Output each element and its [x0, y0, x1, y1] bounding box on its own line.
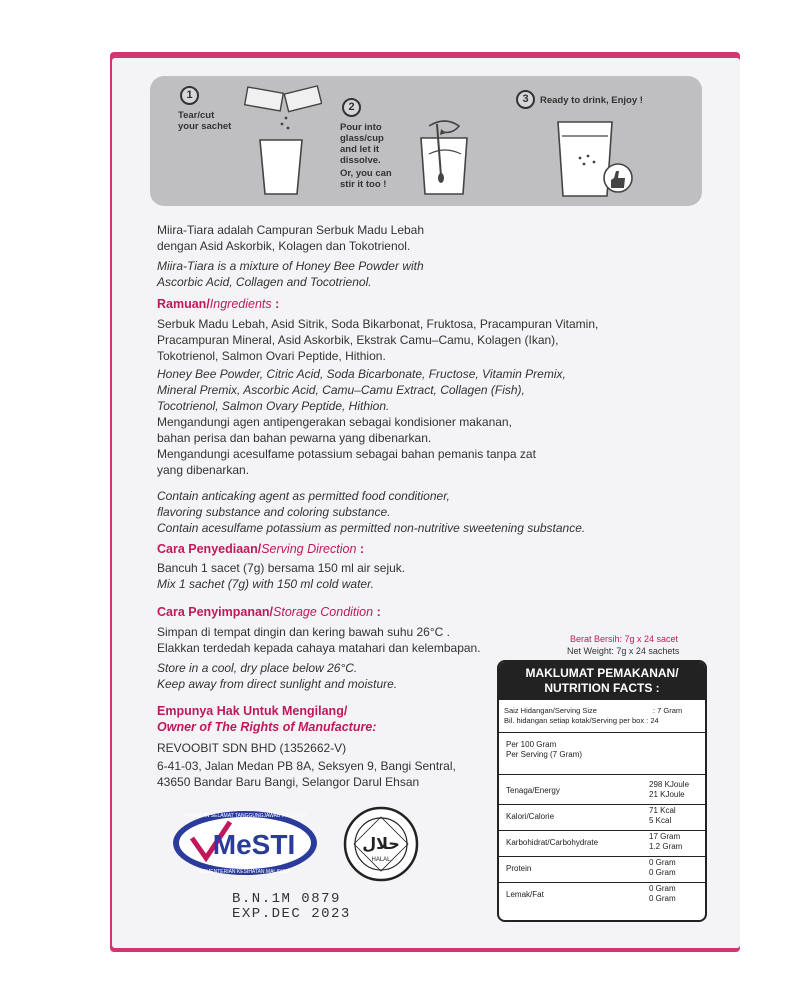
intro-malay: Miira-Tiara adalah Campuran Serbuk Madu Lebah dengan Asid Askorbik, Kolagen dan Tokotrienol.	[157, 223, 425, 253]
step-1-number: 1	[180, 86, 199, 105]
additive-notes-english: Contain anticaking agent as permitted food conditioner, flavoring substance and coloring substance. Contain acesulfame potassium as permitted non-nutritive sweetening substance.	[157, 489, 586, 535]
manufacturer-heading-english: Owner of The Rights of Manufacture:	[157, 720, 377, 734]
mesti-bottom-text: KEMENTERIAN KESIHATAN MALAYSIA	[199, 869, 291, 875]
mesti-logo	[170, 808, 320, 878]
batch-expiry-stamp: B.N.1M 0879 EXP.DEC 2023	[232, 891, 351, 922]
nutrient-name: Kalori/Calorie	[506, 812, 555, 821]
step-3-number: 3	[516, 90, 535, 109]
nutrition-title: MAKLUMAT PEMAKANAN/ NUTRITION FACTS :	[499, 662, 705, 700]
nutrient-name: Karbohidrat/Carbohydrate	[506, 838, 599, 847]
manufacturer-heading-malay: Empunya Hak Untuk Mengilang/	[157, 704, 348, 718]
preparation-steps-panel	[150, 76, 702, 206]
nutrient-value: 17 Gram 1.2 Gram	[649, 832, 683, 851]
glass-icon	[256, 136, 306, 198]
ready-glass-icon	[554, 120, 634, 200]
nutrient-value: 71 Kcal 5 Kcal	[649, 806, 676, 825]
nutrient-value: 0 Gram 0 Gram	[649, 858, 676, 877]
serving-info: Saiz Hidangan/Serving Size : 7 Gram Bil. hidangan setiap kotak/Serving per box : 24	[504, 706, 683, 725]
step-2-number: 2	[342, 98, 361, 117]
nutrient-name: Lemak/Fat	[506, 890, 544, 899]
manufacturer-name: REVOOBIT SDN BHD (1352662-V)	[157, 741, 347, 755]
nutrition-divider	[499, 882, 705, 883]
ingredients-english: Honey Bee Powder, Citric Acid, Soda Bicarbonate, Fructose, Vitamin Premix, Mineral Premix, Ascorbic Acid, Camu–Camu Extract, Collagen (Fish), Tocotrienol, Salmon Ovary Peptide, Hithion.	[157, 367, 566, 413]
mesti-top-text: MAKANAN SELAMAT TANGGUNGJAWAB INDUSTRI	[184, 813, 306, 819]
nutrient-name: Tenaga/Energy	[506, 786, 560, 795]
serving-english: Mix 1 sachet (7g) with 150 ml cold water.	[157, 577, 374, 591]
nutrition-divider	[499, 804, 705, 805]
halal-arabic: حلال	[362, 834, 400, 853]
manufacturer-address: 6-41-03, Jalan Medan PB 8A, Seksyen 9, Bangi Sentral, 43650 Bandar Baru Bangi, Selangor Darul Ehsan	[157, 759, 456, 789]
additive-notes-malay: Mengandungi agen antipengerakan sebagai kondisioner makanan, bahan perisa dan bahan pewarna yang dibenarkan. Mengandungi acesulfame potassium sebagai bahan pemanis tanpa zat yang dibenarkan.	[157, 415, 536, 477]
nutrition-divider	[499, 856, 705, 857]
nutrient-value: 0 Gram 0 Gram	[649, 884, 676, 903]
serving-malay: Bancuh 1 sacet (7g) bersama 150 ml air sejuk.	[157, 561, 406, 575]
intro-english: Miira-Tiara is a mixture of Honey Bee Powder with Ascorbic Acid, Collagen and Tocotrienol.	[157, 259, 424, 289]
stir-glass-icon	[415, 116, 475, 198]
storage-malay: Simpan di tempat dingin dan kering bawah suhu 26°C . Elakkan terdedah kepada cahaya matahari dan kelembapan.	[157, 625, 481, 655]
ingredients-heading: Ramuan/Ingredients :	[157, 297, 280, 311]
serving-heading: Cara Penyediaan/Serving Direction :	[157, 542, 365, 556]
nutrient-value: 298 KJoule 21 KJoule	[649, 780, 690, 799]
halal-logo	[342, 805, 420, 883]
step-2-text: Pour into glass/cup and let it dissolve.	[340, 122, 384, 166]
net-weight-malay: Berat Bersih: 7g x 24 sacet	[570, 634, 679, 644]
nutrition-facts-table	[497, 660, 707, 922]
sachet-tear-icon	[242, 84, 322, 134]
ingredients-malay: Serbuk Madu Lebah, Asid Sitrik, Soda Bikarbonat, Fruktosa, Pracampuran Vitamin, Pracampuran Mineral, Asid Askorbik, Ekstrak Camu–Camu, Kolagen (Ikan), Tokotrienol, Salmon Ovari Peptide, Hithion.	[157, 317, 599, 363]
per-serving: Per Serving (7 Gram)	[506, 750, 583, 759]
nutrition-divider	[499, 830, 705, 831]
per-100-gram: Per 100 Gram	[506, 740, 557, 749]
mesti-logo-text: MeSTI	[212, 829, 296, 860]
nutrient-name: Protein	[506, 864, 532, 873]
storage-english: Store in a cool, dry place below 26°C. Keep away from direct sunlight and moisture.	[157, 661, 398, 691]
storage-heading: Cara Penyimpanan/Storage Condition :	[157, 605, 381, 619]
halal-sub: HALAL	[371, 857, 391, 863]
step-1-text: Tear/cut your sachet	[178, 110, 232, 132]
net-weight-english: Net Weight: 7g x 24 sachets	[567, 646, 680, 656]
step-3-text: Ready to drink, Enjoy !	[540, 95, 643, 106]
step-2-alt-text: Or, you can stir it too !	[340, 168, 392, 190]
